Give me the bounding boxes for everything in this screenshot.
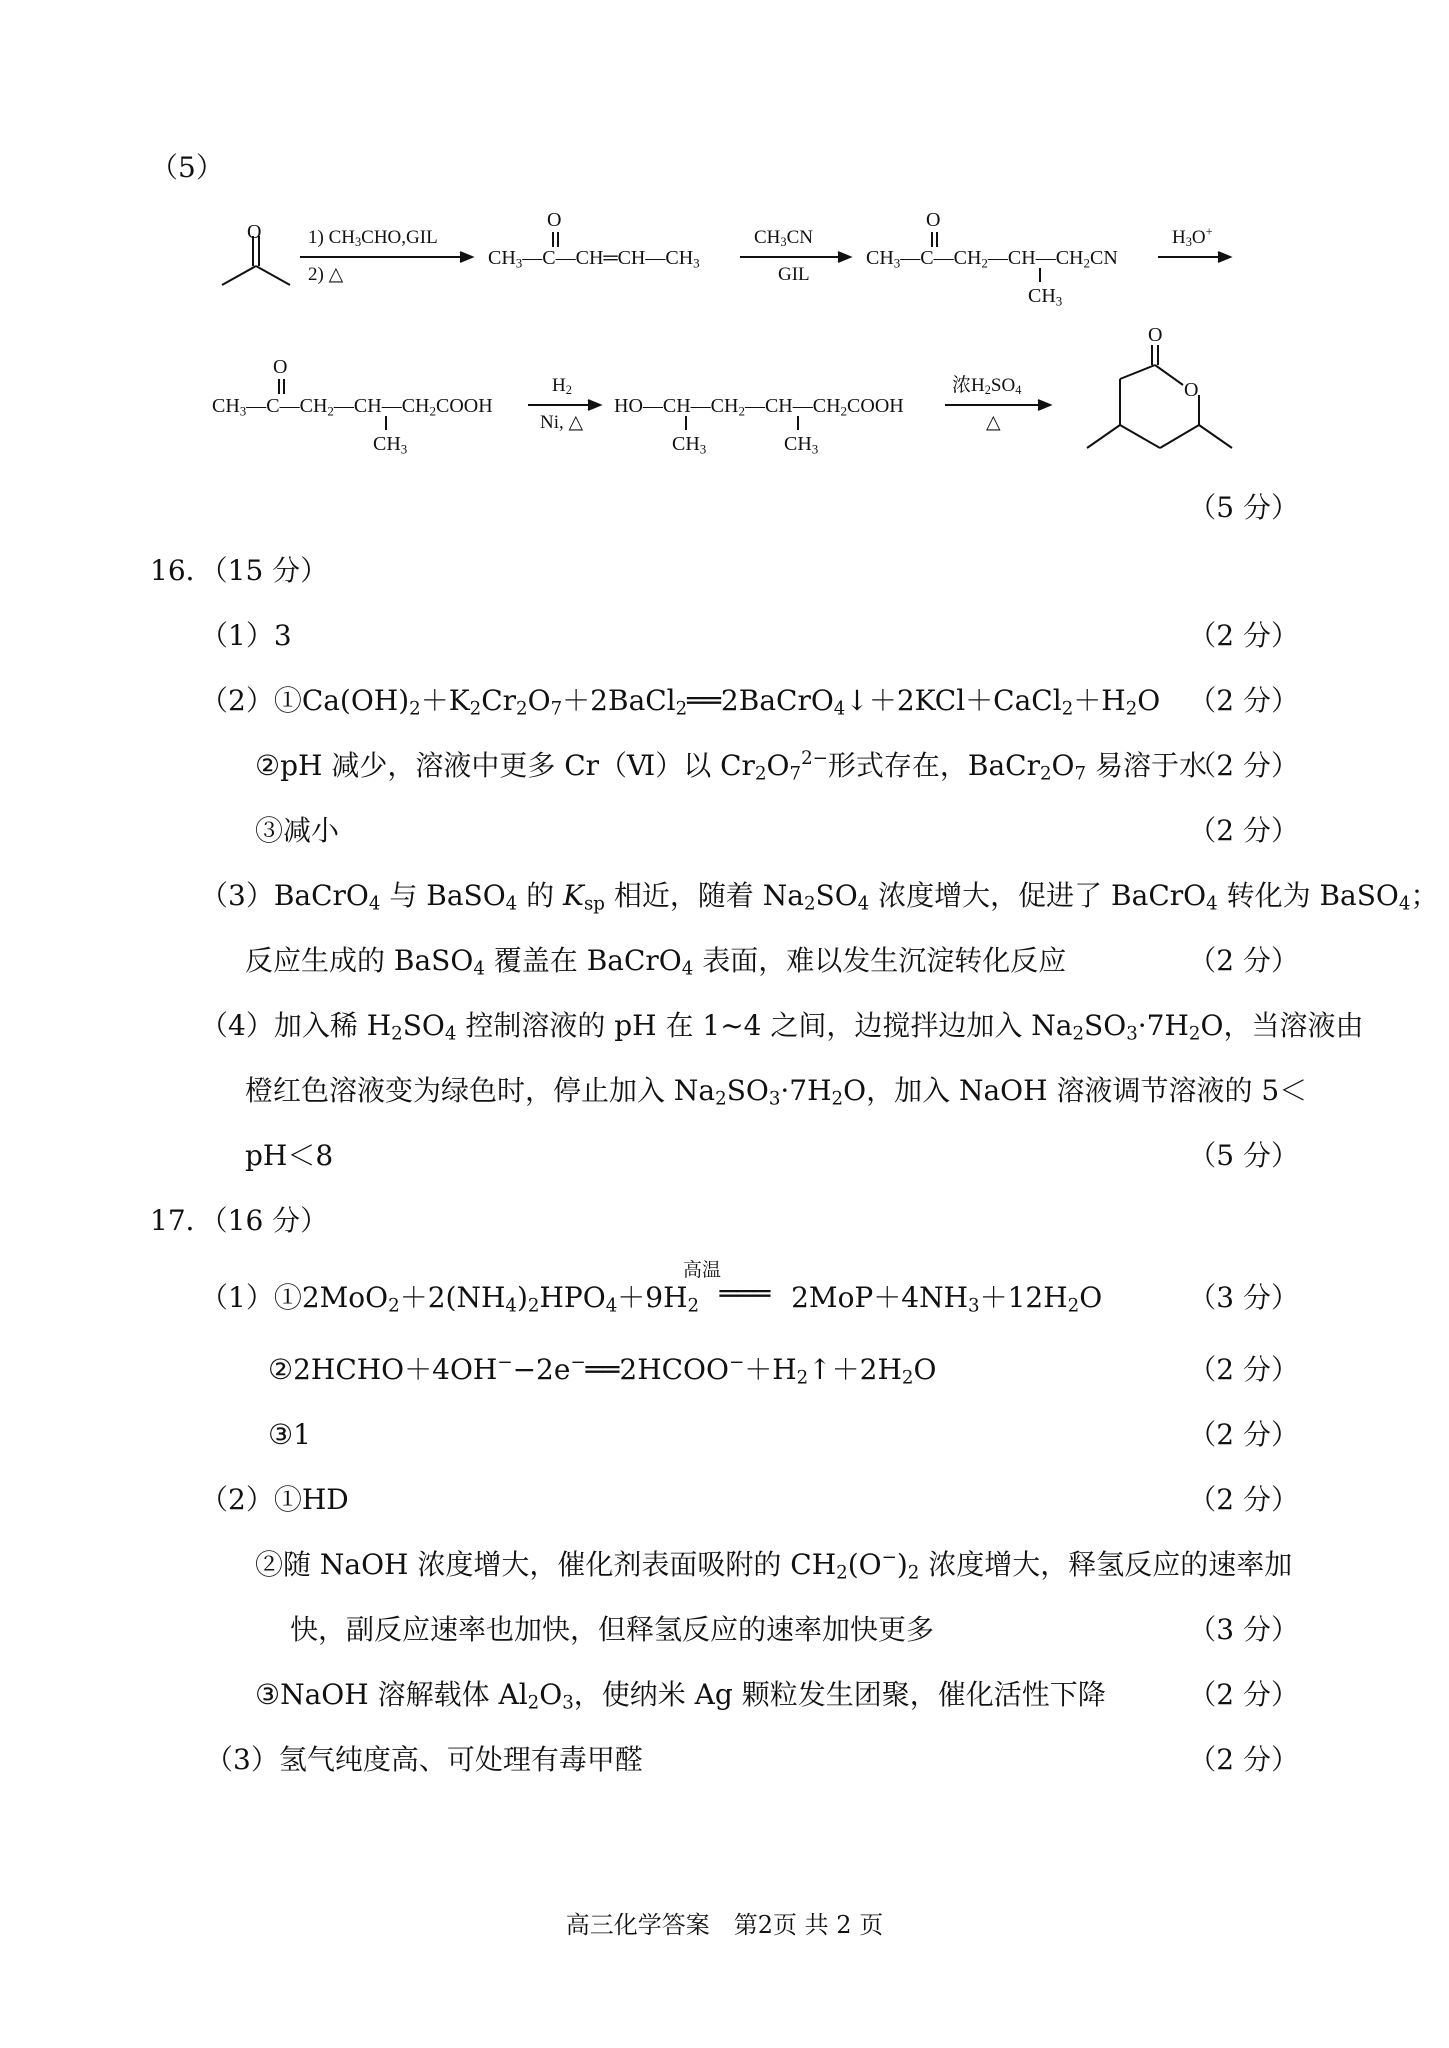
step4-reagent: $H_2$	[552, 375, 572, 398]
step1-condition-2: 2) △	[308, 264, 344, 285]
q17-part2c-points: （2 分）	[1188, 1678, 1299, 1711]
p4-branch-ch3-1: $CH_3$	[672, 433, 707, 457]
product-3: $CH_3—C—CH_2—CH—CH_2COOH$	[212, 395, 493, 419]
lactone-ring	[1087, 345, 1232, 448]
q15-label: （5）	[150, 151, 224, 184]
q17-high-temp-condition: 高温	[682, 1260, 721, 1281]
q16-part2-equation: $(2)①Ca(OH)_2+K_2Cr_2O_7+2BaCl_2══2BaCrO_4↓+2KCl+CaCl_2+H_2O$	[200, 684, 1161, 720]
q17-part2b-line1: ②随 NaOH 浓度增大，催化剂表面吸附的 $CH_2(O^-)_2$ 浓度增大，释氢反应的速率加	[255, 1547, 1293, 1584]
q16-part4-line3: pH＜8	[245, 1139, 334, 1172]
step1-condition-1: 1) $CH_3CHO,GIL$	[308, 227, 438, 250]
q17-header: 17．（16 分）	[150, 1204, 329, 1237]
step5-reagent: 浓$H_2SO_4$	[952, 375, 1022, 398]
q17-part2a-points: （2 分）	[1188, 1483, 1299, 1516]
lactone-carbonyl-o: O	[1148, 324, 1163, 346]
p1-carbonyl-o: O	[547, 209, 562, 231]
step3-reagent: $H_3O^+$	[1172, 224, 1213, 250]
q17-part2a: （2）①HD	[200, 1483, 349, 1516]
product-4: $HO—CH—CH_2—CH—CH_2COOH$	[614, 395, 904, 419]
lactone-ring-o: O	[1184, 379, 1199, 401]
p2-branch-ch3: $CH_3$	[1028, 285, 1063, 309]
q16-part2c: ③减小	[255, 814, 340, 847]
step2-reagent: $CH_3CN$	[754, 227, 813, 250]
arrow-3	[1158, 252, 1230, 262]
q17-part1a-points: （3 分）	[1188, 1281, 1299, 1314]
p2-carbonyl-o: O	[926, 209, 941, 231]
step2-catalyst: GIL	[778, 264, 810, 285]
acetone-o: O	[247, 221, 262, 243]
q16-part4-line1: （4）加入稀 $H_2SO_4$ 控制溶液的 pH 在 1~4 之间，边搅拌边加入 $Na_2SO_3\cdot 7H_2O$，当溶液由	[200, 1009, 1364, 1045]
q16-header: 16．（15 分）	[150, 554, 329, 587]
q16-part2b-points: （2 分）	[1188, 749, 1299, 782]
q17-part2b-line2: 快，副反应速率也加快，但释氢反应的速率加快更多	[290, 1613, 935, 1646]
step4-condition: Ni, △	[540, 412, 584, 433]
product-2: $CH_3—C—CH_2—CH—CH_2CN$	[866, 247, 1118, 271]
q15-points: （5 分）	[1188, 491, 1299, 524]
q16-part4-line2: 橙红色溶液变为绿色时，停止加入 $Na_2SO_3\cdot 7H_2O$，加入 NaOH 溶液调节溶液的 5＜	[245, 1074, 1308, 1110]
arrow-5	[945, 400, 1050, 410]
q16-part2-explanation: ②pH 减少，溶液中更多 Cr（Ⅵ）以 $Cr_2O_7^{2-}$形式存在，$BaCr_2O_7$ 易溶于水	[255, 748, 1207, 785]
q17-part1b-equation: $②2HCHO+4OH^--2e^-══2HCOO^-+H_2↑+2H_2O$	[268, 1352, 937, 1389]
q17-part1b-points: （2 分）	[1188, 1353, 1299, 1386]
arrow-4	[528, 400, 600, 410]
p3-branch-ch3: $CH_3$	[373, 433, 408, 457]
step5-condition: △	[986, 412, 1001, 433]
q17-part3-points: （2 分）	[1188, 1743, 1299, 1776]
p1-carbonyl	[553, 232, 558, 247]
page-footer: 高三化学答案 第2页 共 2 页	[565, 1911, 884, 1939]
q16-part1-points: （2 分）	[1188, 619, 1299, 652]
p4-branch-ch3-2: $CH_3$	[784, 433, 819, 457]
q16-part2-points: （2 分）	[1188, 684, 1299, 717]
product-1: $CH_3—C—CH═CH—CH_3$	[488, 247, 700, 271]
q17-part2b-points: （3 分）	[1188, 1613, 1299, 1646]
q16-part2c-points: （2 分）	[1188, 814, 1299, 847]
p3-carbonyl-o: O	[273, 356, 288, 378]
q16-part3-line2: 反应生成的 BaSO$_4$ 覆盖在 BaCrO$_4$ 表面，难以发生沉淀转化反应	[245, 944, 1067, 980]
arrow-2	[740, 252, 850, 262]
q16-part3-points: （2 分）	[1188, 944, 1299, 977]
arrow-1	[300, 252, 472, 262]
q17-part1a-equation: $(1)①2MoO_2+2(NH_4)_2HPO_4+9H_2$ ═══ $2MoP+4NH_3+12H_2O$	[200, 1277, 1103, 1317]
q17-part3: （3）氢气纯度高、可处理有毒甲醛	[205, 1743, 643, 1776]
q16-part3-line1: （3）BaCrO$_4$ 与 BaSO$_4$ 的 $K_{sp}$ 相近，随着 $Na_2SO_4$ 浓度增大，促进了 BaCrO$_4$ 转化为 BaSO$_4$；	[200, 879, 1439, 915]
q17-part1c-points: （2 分）	[1188, 1418, 1299, 1451]
q17-part1c: ③1	[268, 1418, 311, 1451]
q17-part2c: ③NaOH 溶解载体 $Al_2O_3$，使纳米 Ag 颗粒发生团聚，催化活性下降	[255, 1678, 1106, 1714]
q16-part4-points: （5 分）	[1188, 1139, 1299, 1172]
q16-part1: （1）3	[200, 619, 292, 652]
